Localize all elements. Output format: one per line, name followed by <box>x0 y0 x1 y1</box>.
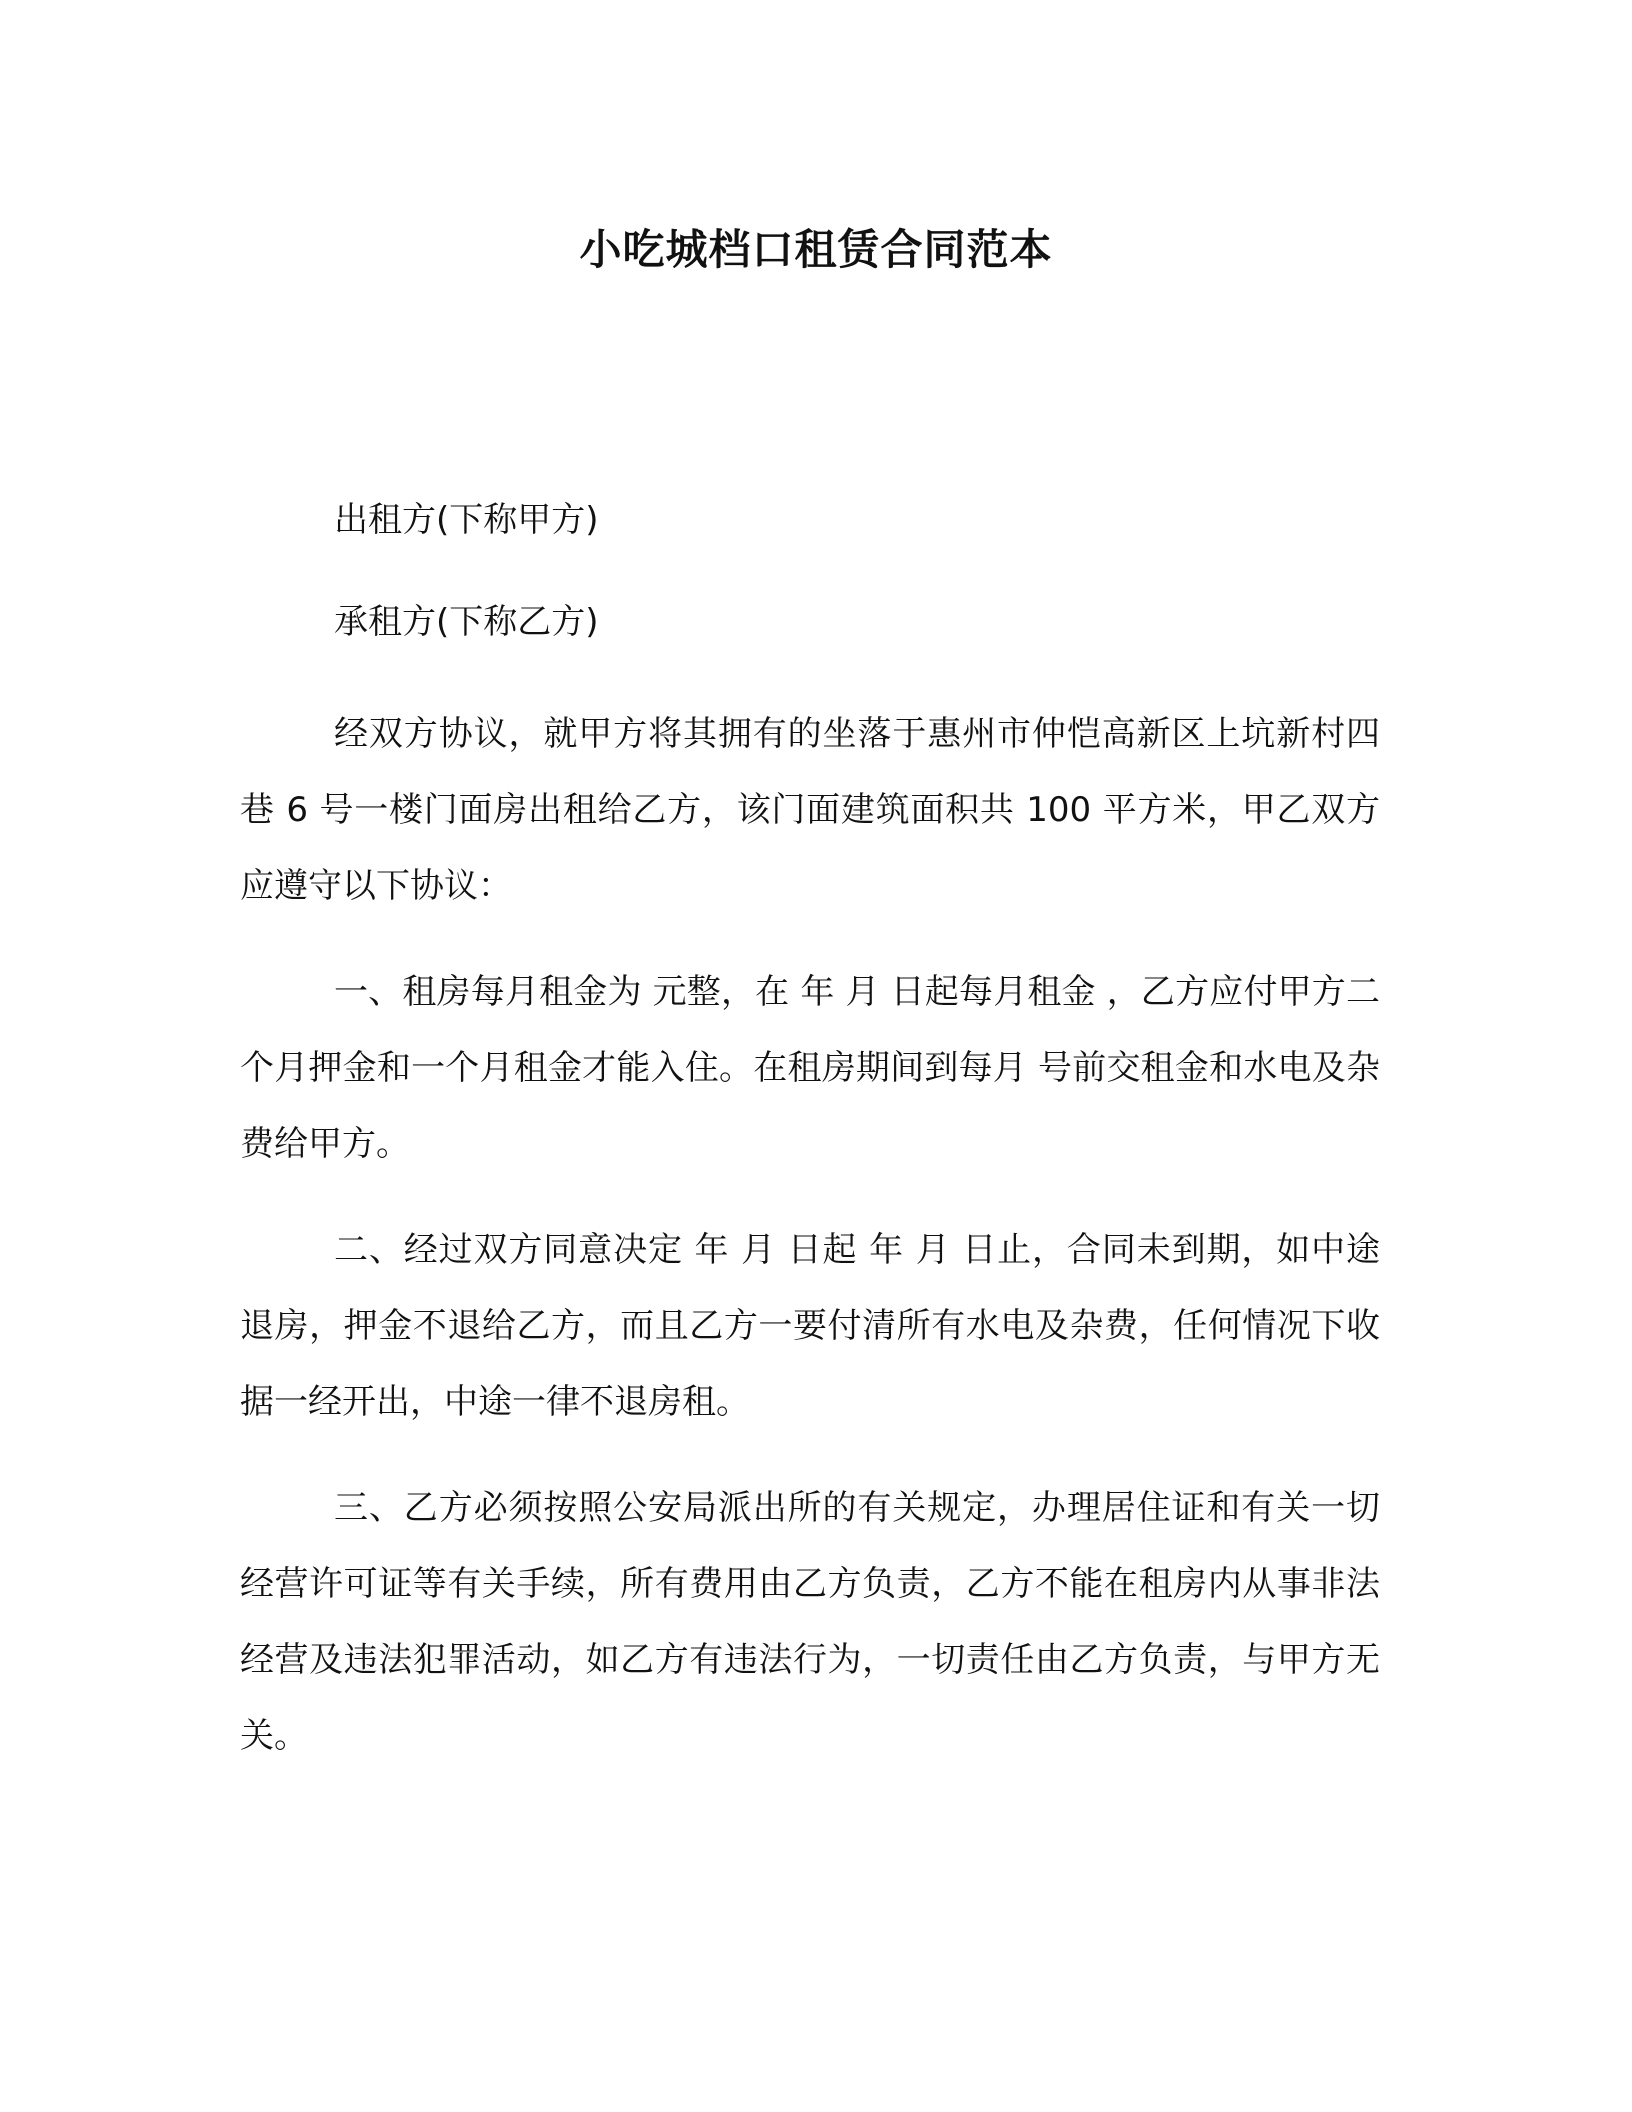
intro-paragraph: 经双方协议，就甲方将其拥有的坐落于惠州市仲恺高新区上坑新村四巷 6 号一楼门面房出租给乙方，该门面建筑面积共 100 平方米，甲乙双方应遵守以下协议： <box>240 714 1380 906</box>
document-body <box>240 492 1380 1774</box>
clause-1-paragraph: 一、租房每月租金为 元整，在 年 月 日起每月租金 ，乙方应付甲方二个月押金和一个月租金才能入住。在租房期间到每月 号前交租金和水电及杂费给甲方。 <box>240 972 1380 1164</box>
lessor-line: 出租方(下称甲方) <box>334 500 599 540</box>
clause-3-paragraph: 三、乙方必须按照公安局派出所的有关规定，办理居住证和有关一切经营许可证等有关手续，所有费用由乙方负责，乙方不能在租房内从事非法经营及违法犯罪活动，如乙方有违法行为，一切责任由乙方负责，与甲方无关。 <box>240 1488 1380 1756</box>
clause-2-paragraph: 二、经过双方同意决定 年 月 日起 年 月 日止，合同未到期，如中途退房，押金不退给乙方，而且乙方一要付清所有水电及杂费，任何情况下收据一经开出，中途一律不退房租。 <box>240 1230 1380 1422</box>
document-title: 小吃城档口租赁合同范本 <box>579 225 1053 274</box>
lessee-line: 承租方(下称乙方) <box>334 602 599 642</box>
